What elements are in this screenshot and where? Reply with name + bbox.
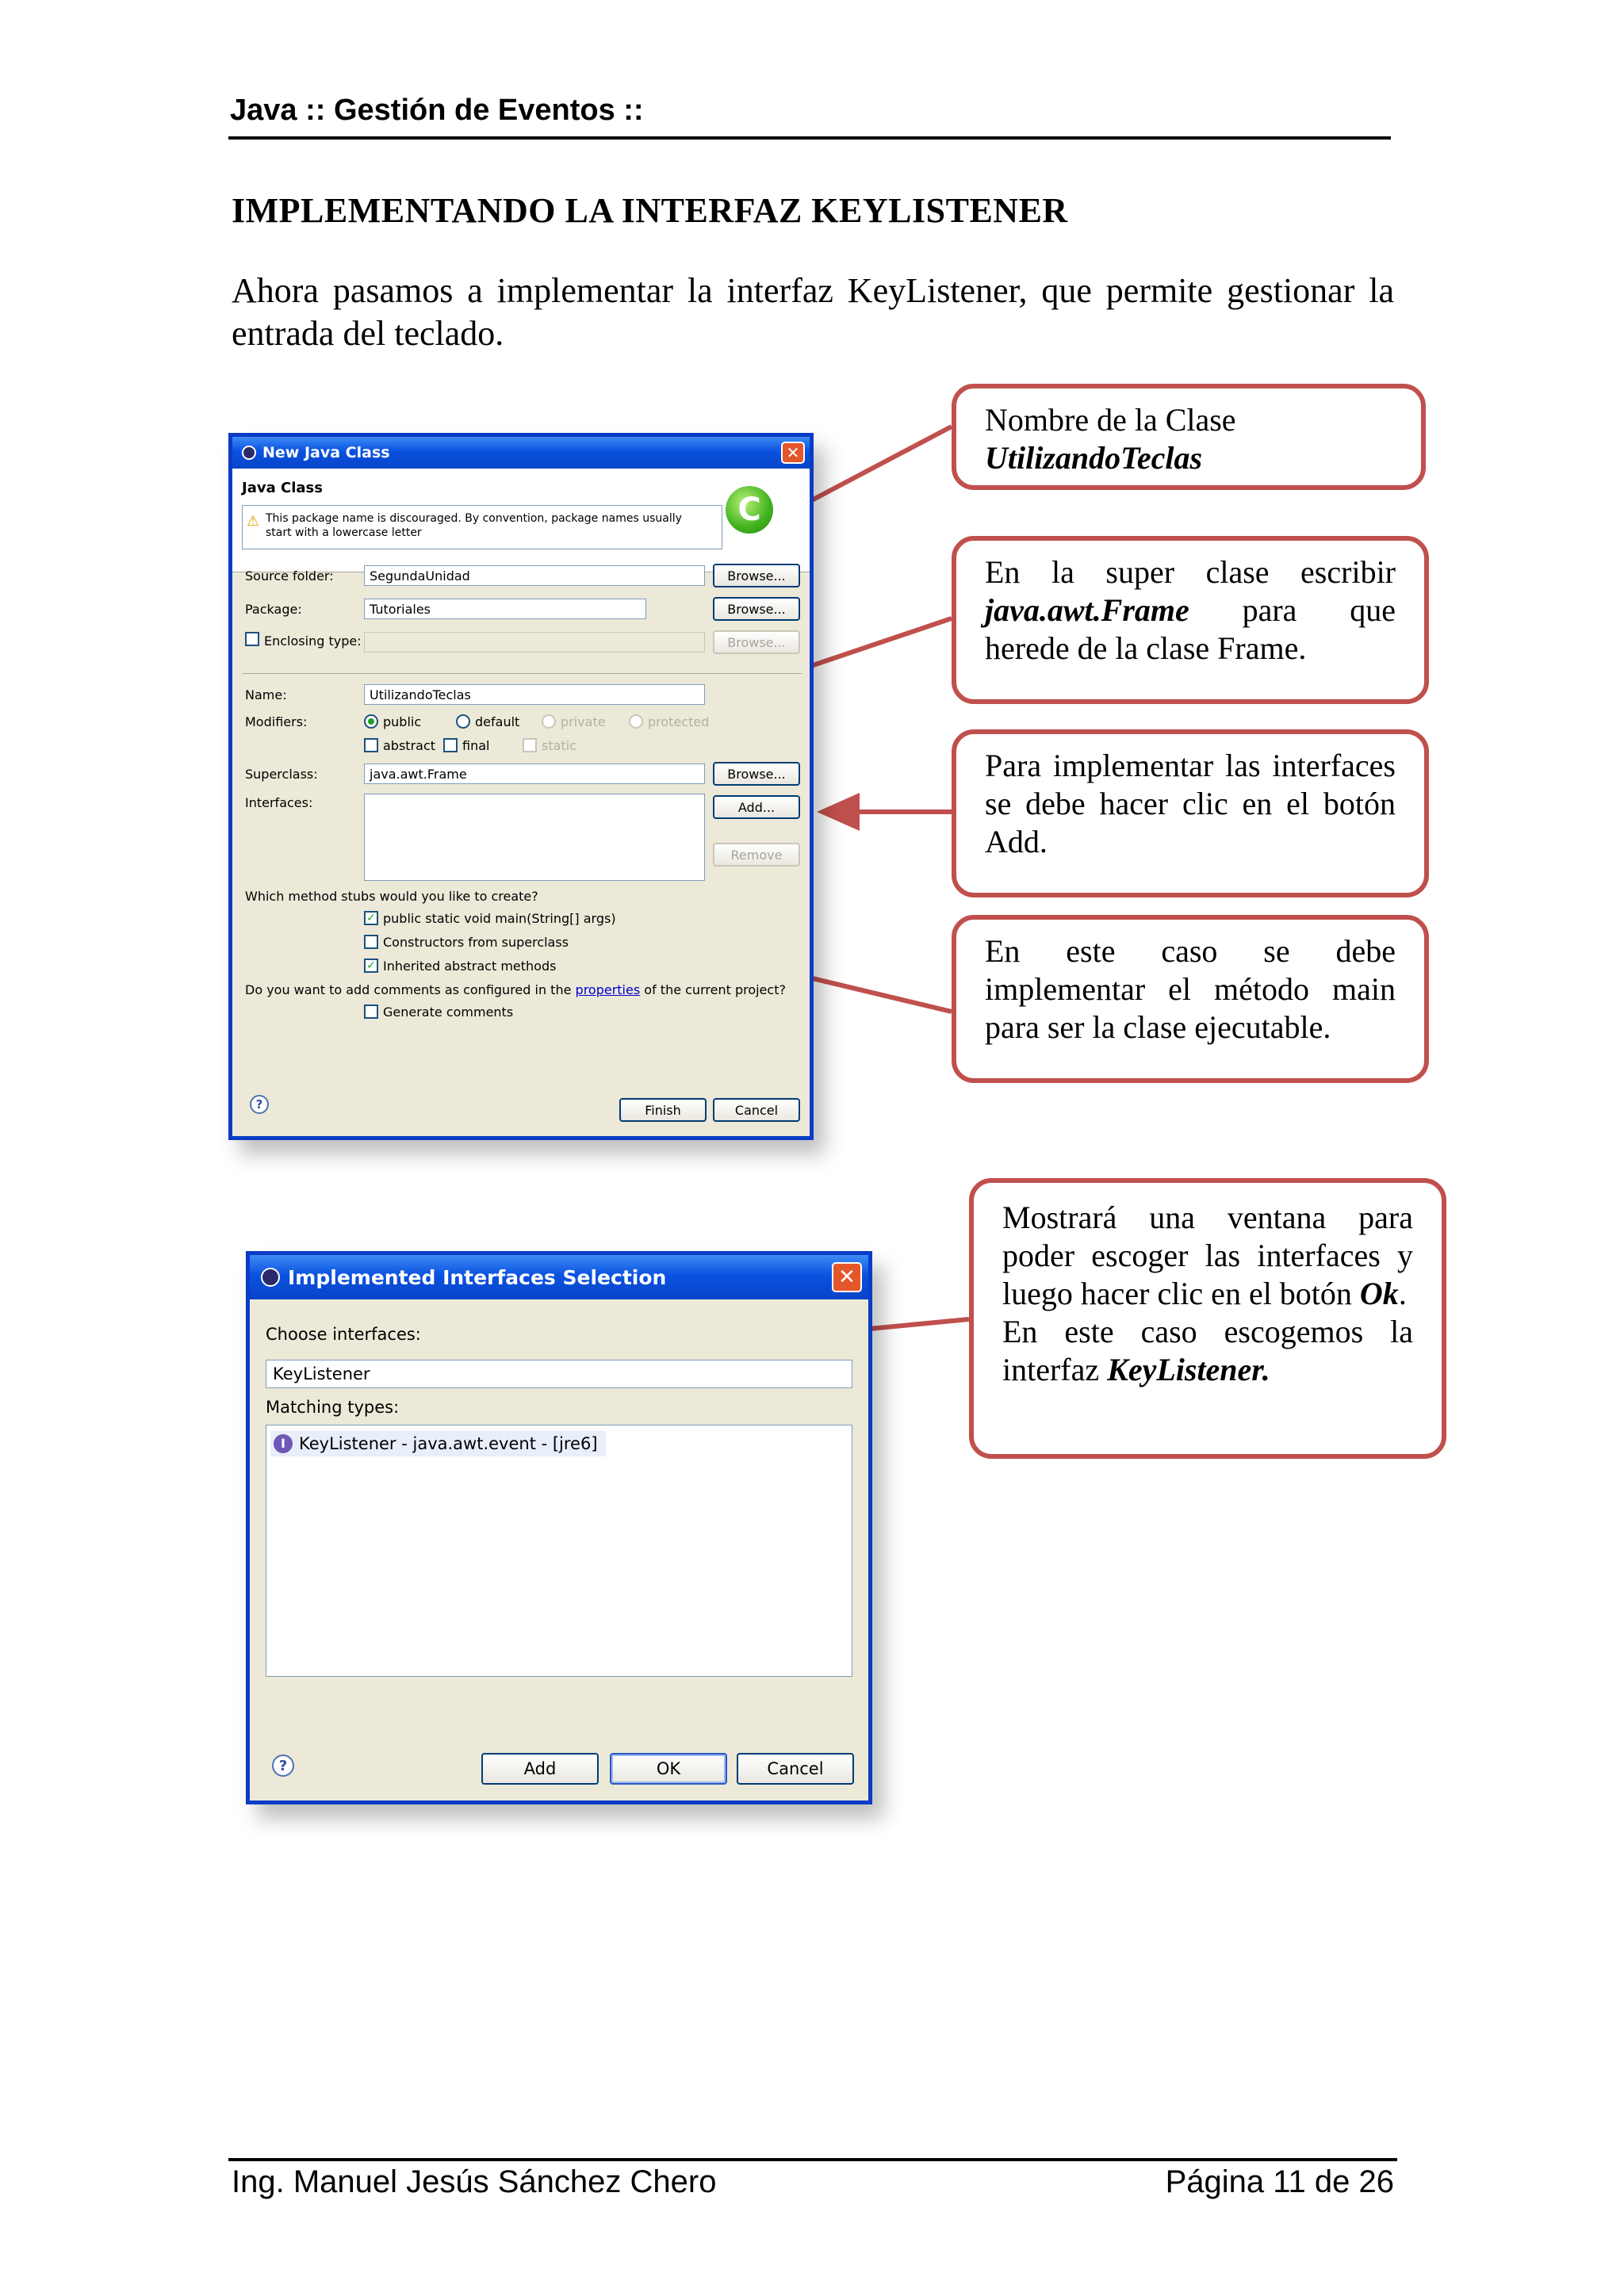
callout-class-name: Nombre de la Clase UtilizandoTeclas: [952, 384, 1426, 490]
interface-icon: I: [274, 1434, 293, 1453]
section-heading: IMPLEMENTANDO LA INTERFAZ KEYLISTENER: [232, 191, 1068, 230]
new-java-class-dialog: [228, 433, 814, 1140]
warning-icon: ⚠: [247, 513, 260, 530]
generate-comments-checkbox[interactable]: [364, 1004, 378, 1019]
cancel-button[interactable]: Cancel: [713, 1098, 800, 1122]
package-label: Package:: [245, 602, 302, 617]
close-icon[interactable]: ✕: [781, 442, 805, 464]
warning-text: This package name is discouraged. By convention, package names usually start with a lowercase letter: [266, 512, 682, 539]
ok-button[interactable]: OK: [610, 1753, 727, 1785]
superclass-label: Superclass:: [245, 767, 318, 782]
interfaces-selection-dialog: [246, 1251, 872, 1804]
callout-superclass: En la super clase escribir java.awt.Frame para que herede de la clase Frame.: [952, 536, 1429, 704]
stub-constructors-label: Constructors from superclass: [383, 935, 569, 950]
modifiers-label: Modifiers:: [245, 714, 308, 729]
modifier-public-radio[interactable]: [364, 714, 378, 729]
class-wizard-icon: C: [726, 486, 773, 534]
properties-link[interactable]: properties: [575, 982, 641, 997]
modifier-private-label: private: [561, 714, 606, 729]
match-item-label: KeyListener - java.awt.event - [jre6]: [299, 1434, 598, 1453]
modifier-final-label: final: [462, 738, 490, 753]
close-icon[interactable]: ✕: [832, 1262, 862, 1292]
modifier-abstract-checkbox[interactable]: [364, 738, 378, 752]
help-icon[interactable]: ?: [272, 1755, 294, 1777]
header-title: Java :: Gestión de Eventos ::: [230, 94, 644, 127]
callout-window: Mostrará una ventana para poder escoger las interfaces y luego hacer clic en el botón Ok. En este caso escogemos la interfaz KeyListener.: [969, 1178, 1446, 1459]
dialog-title: New Java Class: [262, 444, 390, 461]
interfaces-list[interactable]: [364, 794, 705, 881]
add-interface-button[interactable]: Add...: [713, 795, 800, 819]
package-input[interactable]: Tutoriales: [364, 599, 646, 619]
modifier-public-label: public: [383, 714, 422, 729]
modifier-protected-label: protected: [648, 714, 710, 729]
add-button[interactable]: Add: [481, 1753, 599, 1785]
comments-question: Do you want to add comments as configured in the properties of the current project?: [245, 982, 786, 997]
callout-main: En este caso se debe implementar el método main para ser la clase ejecutable.: [952, 915, 1429, 1083]
name-input[interactable]: UtilizandoTeclas: [364, 684, 705, 705]
stub-main-checkbox[interactable]: ✓: [364, 911, 378, 925]
finish-button[interactable]: Finish: [619, 1098, 707, 1122]
modifier-abstract-label: abstract: [383, 738, 436, 753]
remove-interface-button[interactable]: Remove: [713, 843, 800, 867]
browse-enclosing-button[interactable]: Browse...: [713, 630, 800, 654]
modifier-static-label: static: [542, 738, 576, 753]
enclosing-type-checkbox[interactable]: [245, 632, 259, 646]
choose-interfaces-label: Choose interfaces:: [266, 1325, 421, 1344]
matching-types-list[interactable]: [266, 1425, 852, 1677]
enclosing-type-label: Enclosing type:: [264, 633, 362, 649]
matching-types-label: Matching types:: [266, 1398, 400, 1417]
stub-inherited-label: Inherited abstract methods: [383, 959, 557, 974]
footer-rule: [228, 2158, 1397, 2161]
modifier-default-radio[interactable]: [456, 714, 470, 729]
modifier-private-radio[interactable]: [542, 714, 556, 729]
source-folder-input[interactable]: SegundaUnidad: [364, 565, 705, 586]
name-label: Name:: [245, 687, 287, 702]
footer-author: Ing. Manuel Jesús Sánchez Chero: [232, 2164, 717, 2199]
footer-page-number: Página 11 de 26: [1165, 2164, 1394, 2199]
modifier-static-checkbox[interactable]: [523, 738, 537, 752]
dialog-titlebar: [232, 437, 810, 469]
modifier-default-label: default: [475, 714, 520, 729]
stubs-question: Which method stubs would you like to create?: [245, 889, 538, 904]
interfaces-label: Interfaces:: [245, 795, 313, 810]
superclass-input[interactable]: java.awt.Frame: [364, 763, 705, 784]
dialog-titlebar: [250, 1255, 868, 1299]
source-folder-label: Source folder:: [245, 568, 334, 584]
intro-paragraph: Ahora pasamos a implementar la interfaz KeyListener, que permite gestionar la entrada del teclado.: [232, 271, 1394, 353]
browse-source-button[interactable]: Browse...: [713, 564, 800, 587]
modifier-final-checkbox[interactable]: [443, 738, 458, 752]
help-icon[interactable]: ?: [250, 1095, 269, 1114]
eclipse-icon: [242, 446, 256, 460]
browse-package-button[interactable]: Browse...: [713, 597, 800, 621]
stub-main-label: public static void main(String[] args): [383, 911, 616, 926]
dialog-title: Implemented Interfaces Selection: [288, 1265, 667, 1289]
interface-search-input[interactable]: KeyListener: [266, 1360, 852, 1388]
browse-superclass-button[interactable]: Browse...: [713, 762, 800, 786]
enclosing-type-input[interactable]: [364, 632, 705, 652]
modifier-protected-radio[interactable]: [629, 714, 643, 729]
separator: [242, 673, 802, 674]
eclipse-icon: [261, 1268, 280, 1287]
stub-constructors-checkbox[interactable]: [364, 935, 378, 949]
stub-inherited-checkbox[interactable]: ✓: [364, 959, 378, 973]
list-item[interactable]: [270, 1431, 606, 1456]
callout-interfaces: Para implementar las interfaces se debe hacer clic en el botón Add.: [952, 729, 1429, 897]
generate-comments-label: Generate comments: [383, 1004, 514, 1020]
cancel-button[interactable]: Cancel: [737, 1753, 854, 1785]
section-title: Java Class: [242, 480, 323, 496]
